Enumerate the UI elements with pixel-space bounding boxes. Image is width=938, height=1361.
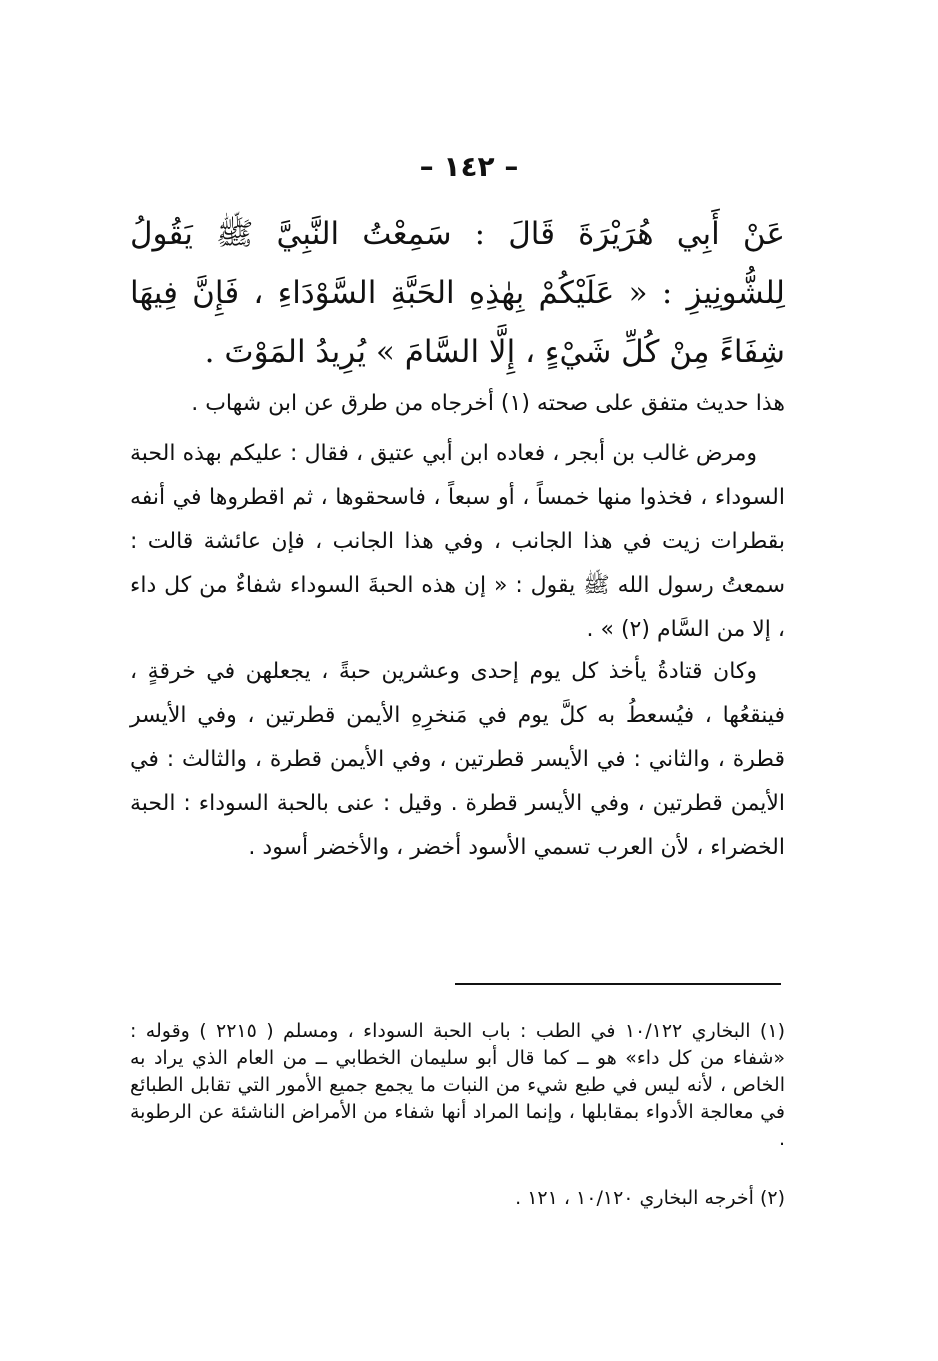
footnote-2: (٢) أخرجه البخاري ١٠/١٢٠ ، ١٢١ .: [515, 1187, 785, 1209]
paragraph-qatada-method: وكان قتادةُ يأخذ كل يوم إحدى وعشرين حبةً ، يجعلهن في خرقةٍ ، فينقعُها ، فيُسعطُ به كلَّ يوم في مَنخرِهِ الأيمن قطرتين ، وفي الأيسر قطرة ، والثاني : في الأيسر قطرتين ، وفي الأيمن قطرة ، والثالث : في الأيمن قطرتين ، وفي الأيسر قطرة . وقيل : عنى بالحبة السوداء : الحبة الخضراء ، لأن العرب تسمي الأسود أخضر ، والأخضر أسود .: [130, 659, 785, 860]
hadith-text: عَنْ أَبِي هُرَيْرَةَ قَالَ : سَمِعْتُ النَّبِيَّ ﷺ يَقُولُ لِلشُّونِيزِ : « عَلَيْكُمْ بِهٰذِهِ الحَبَّةِ السَّوْدَاءِ ، فَإِنَّ فِيهَا شِفَاءً مِنْ كُلِّ شَيْءٍ ، إِلَّا السَّامَ » يُرِيدُ المَوْتَ .: [130, 216, 785, 370]
paragraph-authentication: هذا حديث متفق على صحته (١) أخرجاه من طرق عن ابن شهاب .: [191, 391, 785, 416]
footnote-divider: [455, 983, 781, 985]
paragraph-ghalib-story: ومرض غالب بن أبجر ، فعاده ابن أبي عتيق ، فقال : عليكم بهذه الحبة السوداء ، فخذوا منها خمساً ، أو سبعاً ، فاسحقوها ، ثم اقطروها في أنفه بقطرات زيت في هذا الجانب ، وفي هذا الجانب ، فإن عائشة قالت : سمعتُ رسول الله ﷺ يقول : « إن هذه الحبةَ السوداء شفاءٌ من كل داء ، إلا من السَّام (٢) » .: [130, 441, 785, 642]
footnote-1: (١) البخاري ١٠/١٢٢ في الطب : باب الحبة السوداء ، ومسلم ( ٢٢١٥ ) وقوله : «شفاء من كل داء» هو ــ كما قال أبو سليمان الخطابي ــ من العام الذي يراد به الخاص ، لأنه ليس في طبع شيء من النبات ما يجمع جميع الأمور التي تقابل الطبائع في معالجة الأدواء بمقابلها ، وإنما المراد أنها شفاء من الأمراض الناشئة عن الرطوبة .: [130, 1020, 785, 1150]
page-number: – ١٤٢ –: [419, 150, 519, 183]
